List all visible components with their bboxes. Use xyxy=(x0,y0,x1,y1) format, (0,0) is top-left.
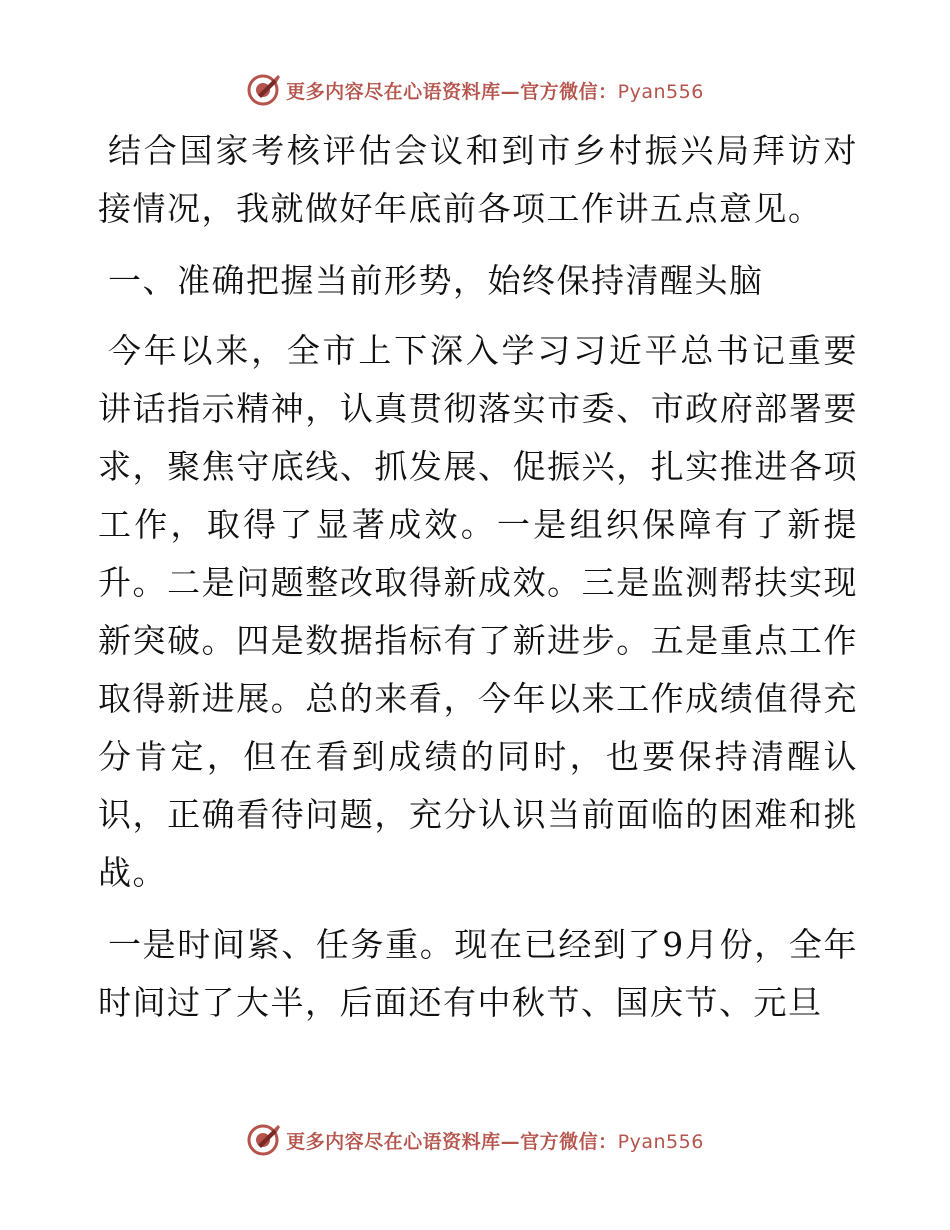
document-body xyxy=(98,122,858,1046)
footer-watermark-banner xyxy=(0,1120,950,1160)
paragraph-situation: 今年以来，全市上下深入学习习近平总书记重要讲话指示精神，认真贯彻落实市委、市政府部署要求，聚焦守底线、抓发展、促振兴，扎实推进各项工作，取得了显著成效。一是组织保障有了新提升。二是问题整改取得新成效。三是监测帮扶实现新突破。四是数据指标有了新进步。五是重点工作取得新进展。总的来看，今年以来工作成绩值得充分肯定，但在看到成绩的同时，也要保持清醒认识，正确看待问题，充分认识当前面临的困难和挑战。 xyxy=(98,331,858,892)
footer-banner-text: 更多内容尽在心语资料库—官方微信：Pyan556 xyxy=(286,1130,704,1153)
paragraph-intro: 结合国家考核评估会议和到市乡村振兴局拜访对接情况，我就做好年底前各项工作讲五点意见。 xyxy=(98,131,858,228)
footer-banner-brand: Pyan556 xyxy=(617,1130,704,1153)
paragraph-challenge-1: 一是时间紧、任务重。现在已经到了9月份，全年时间过了大半，后面还有中秋节、国庆节、元旦 xyxy=(98,925,858,1022)
header-banner-brand: Pyan556 xyxy=(617,80,704,103)
logo-icon xyxy=(246,1123,280,1157)
header-banner-text: 更多内容尽在心语资料库—官方微信：Pyan556 xyxy=(286,80,704,103)
logo-icon xyxy=(246,73,280,107)
section-heading-1: 一、准确把握当前形势，始终保持清醒头脑 xyxy=(108,261,764,300)
header-watermark-banner xyxy=(0,70,950,110)
